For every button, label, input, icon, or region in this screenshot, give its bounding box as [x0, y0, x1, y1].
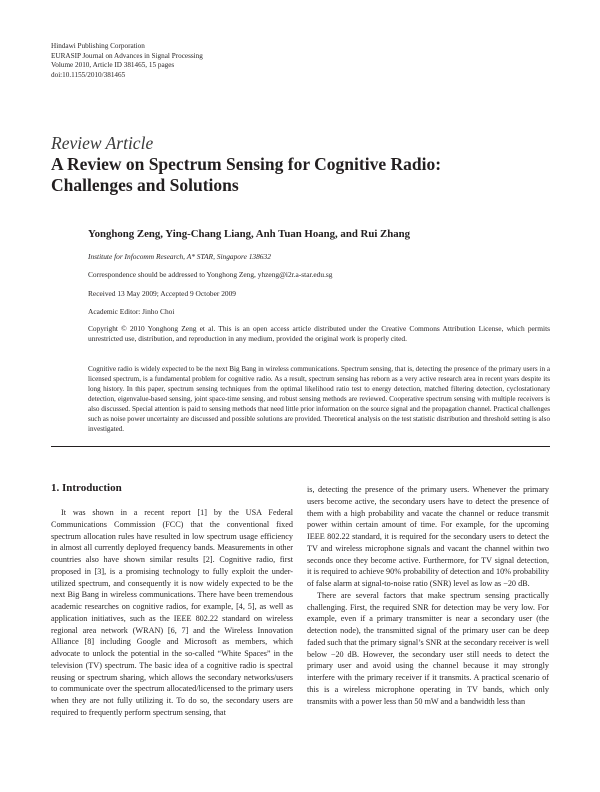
body-paragraph: is, detecting the presence of the primary users. Whenever the primary users become active, the secondary users have to detect the presence of them with a high probability and vacate the channel or reduce transmit power within certain amount of time. For example, for the upcoming IEEE 802.22 standard, it is required for the secondary users to detect the TV and wireless microphone signals and vacant the channel within two seconds once they become active. Furthermore, for TV signal detection, it is required to achieve 90% probability of detection and 10% probability of false alarm at signal-to-noise ratio (SNR) level as low as −20 dB. [307, 485, 549, 588]
affiliation: Institute for Infocomm Research, A* STAR, Singapore 138632 [88, 252, 271, 261]
authors: Yonghong Zeng, Ying-Chang Liang, Anh Tuan Hoang, and Rui Zhang [88, 228, 411, 240]
paper-title [51, 154, 511, 196]
section-heading: 1. Introduction [51, 482, 122, 494]
title-line-2: Challenges and Solutions [51, 175, 239, 195]
article-type: Review Article [51, 133, 154, 153]
correspondence: Correspondence should be addressed to Yonghong Zeng, yhzeng@i2r.a-star.edu.sg [88, 270, 333, 279]
academic-editor: Academic Editor: Jinho Choi [88, 307, 175, 316]
body-paragraph: It was shown in a recent report [1] by the USA Federal Communications Commission (FCC) that the conventional fixed spectrum allocation rules have resulted in low spectrum usage efficiency in almost all currently deployed frequency bands. Measurements in other countries also have shown similar results [2]. Cognitive radio, first proposed in [3], is a promising technology to fully exploit the under-utilized spectrum, and consequently it is now widely expected to be the next Big Bang in wireless communications. There have been tremendous academic researches on cognitive radios, for example, [4, 5], as well as application initiatives, such as the IEEE 802.22 standard on wireless regional area network (WRAN) [6, 7] and the Wireless Innovation Alliance [8] including Google and Microsoft as members, which advocate to unlock the potential in the so-called “White Spaces” in the television (TV) spectrum. The basic idea of a cognitive radio is spectral reusing or spectrum sharing, which allows the secondary networks/users to communicate over the spectrum allocated/licensed to the primary users when they are not fully utilizing it. To do so, the secondary users are required to frequently perform spectrum sensing, that [51, 508, 293, 717]
abstract: Cognitive radio is widely expected to be the next Big Bang in wireless communications. Spectrum sensing, that is, detecting the presence of the primary users in a licensed spectrum, is a fundamental problem for cognitive radio. As a result, spectrum sensing has reborn as a very active research area in recent years despite its long history. In this paper, spectrum sensing techniques from the optimal likelihood ratio test to energy detection, matched filtering detection, cyclostationary detection, eigenvalue-based sensing, joint space-time sensing, and robust sensing methods are reviewed. Cooperative spectrum sensing with multiple receivers is also discussed. Special attention is paid to sensing methods that need little prior information on the source signal and the propagation channel. Practical challenges such as noise power uncertainty are discussed and possible solutions are provided. Theoretical analysis on the test statistic distribution and threshold setting is also investigated. [88, 365, 550, 434]
doi: doi:10.1155/2010/381465 [51, 71, 126, 80]
volume-info: Volume 2010, Article ID 381465, 15 pages [51, 61, 175, 70]
abstract-divider [51, 446, 550, 447]
journal-header [51, 42, 203, 81]
body-column-right [307, 484, 549, 707]
title-line-1: A Review on Spectrum Sensing for Cognitive Radio: [51, 154, 442, 174]
body-paragraph: There are several factors that make spectrum sensing practically challenging. First, the required SNR for detection may be very low. For example, even if a primary transmitter is near a secondary user (the detection node), the transmitted signal of the primary user can be deep faded such that the primary signal’s SNR at the secondary receiver is well below −20 dB. However, the secondary user still needs to detect the primary user and avoid using the channel because it may strongly interfere with the primary receiver if it transmits. A practical scenario of this is a wireless microphone operating in TV bands, which only transmits with a power less than 50 mW and a bandwidth less than [307, 590, 549, 706]
dates: Received 13 May 2009; Accepted 9 October 2009 [88, 289, 236, 298]
body-column-left [51, 507, 293, 719]
copyright-notice: Copyright © 2010 Yonghong Zeng et al. This is an open access article distributed under the Creative Commons Attribution License, which permits unrestricted use, distribution, and reproduction in any medium, provided the original work is properly cited. [88, 324, 550, 343]
publisher: Hindawi Publishing Corporation [51, 42, 145, 50]
journal-name: EURASIP Journal on Advances in Signal Processing [51, 51, 203, 60]
